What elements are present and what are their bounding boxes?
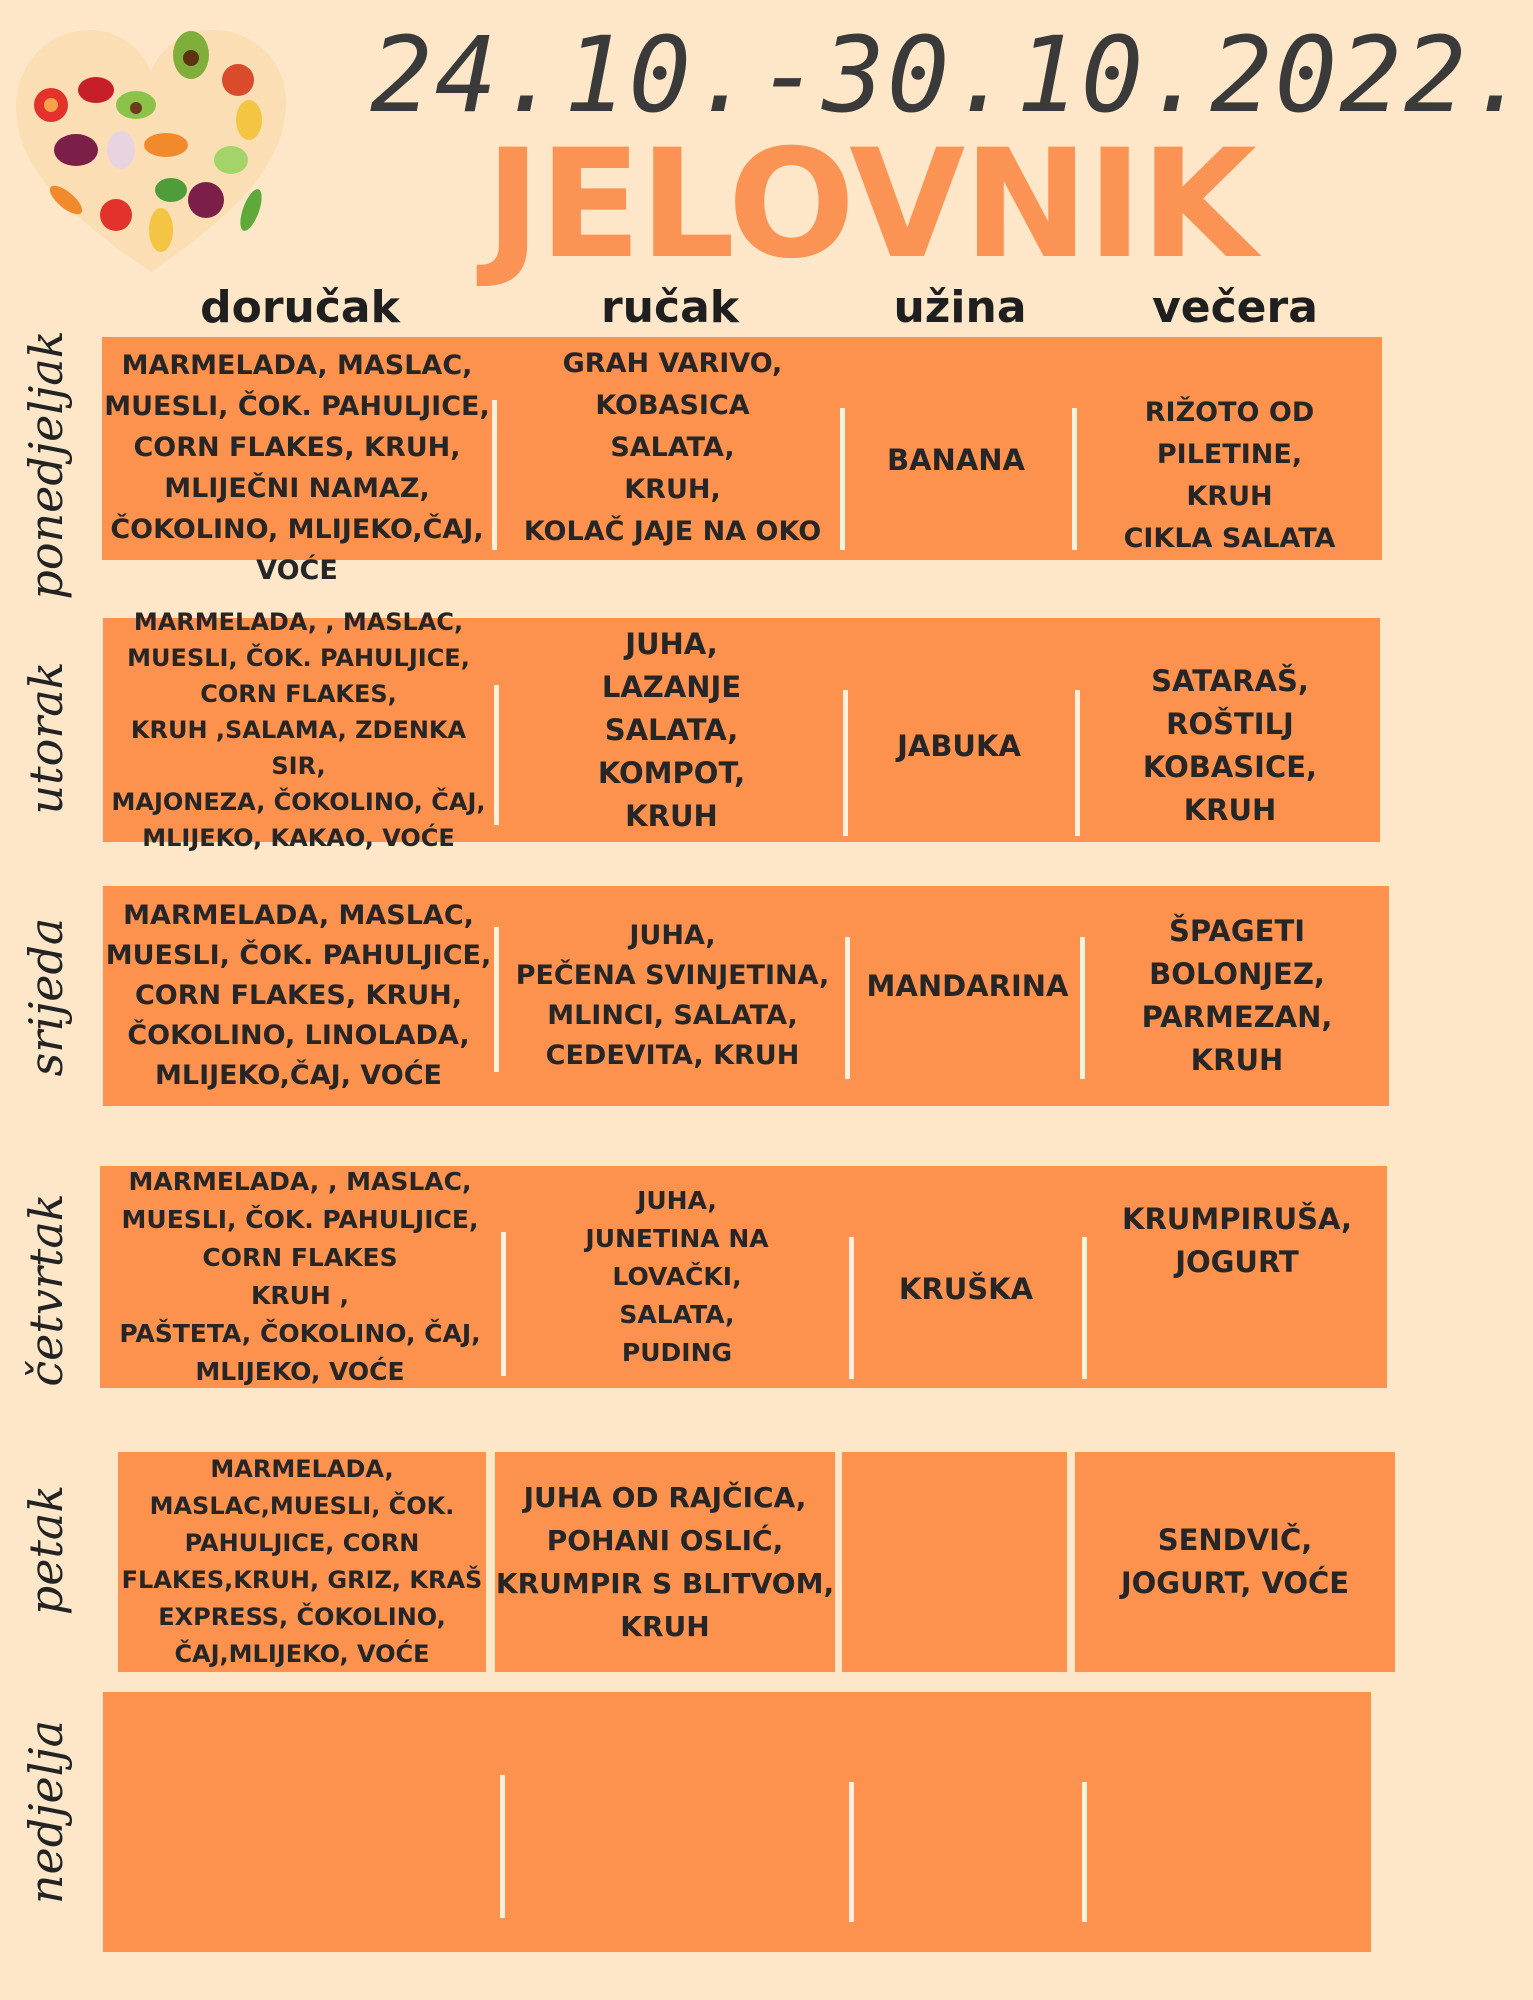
cell-cetvrtak-dorucak: MARMELADA, , MASLAC, MUESLI, ČOK. PAHULJICE, CORN FLAKES KRUH , PAŠTETA, ČOKOLINO, ČAJ, MLIJEKO, VOĆE (119, 1167, 481, 1386)
day-label-utorak: utorak (19, 661, 73, 815)
column-header-uzina: užina (893, 282, 1027, 333)
cell-utorak-vecera: SATARAŠ, ROŠTILJ KOBASICE, KRUH (1142, 664, 1318, 827)
column-header-rucak: ručak (600, 282, 740, 333)
column-divider (494, 927, 499, 1072)
cell-nedjelja-vecera (1087, 1692, 1371, 1952)
cell-srijeda-vecera: ŠPAGETI BOLONJEZ, PARMEZAN, KRUH (1141, 914, 1333, 1077)
cell-utorak-rucak: JUHA, LAZANJE SALATA, KOMPOT, KRUH (597, 626, 746, 833)
day-label-nedjelja: nedjelja (19, 1719, 73, 1905)
column-header-vecera: večera (1152, 282, 1318, 333)
date-range-title: 24.10.-30.10.2022. (370, 14, 1533, 136)
column-header-dorucak: doručak (200, 282, 400, 333)
menu-title: JELOVNIK (485, 118, 1255, 292)
column-divider (492, 400, 497, 550)
cell-srijeda-rucak: JUHA, PEČENA SVINJETINA, MLINCI, SALATA, CEDEVITA, KRUH (515, 920, 830, 1071)
cell-nedjelja-dorucak (103, 1692, 500, 1952)
cell-ponedjeljak-uzina: BANANA (887, 442, 1025, 477)
cell-petak-dorucak: MARMELADA, MASLAC,MUESLI, ČOK. PAHULJICE, CORN FLAKES,KRUH, GRIZ, KRAŠ EXPRESS, ČOKOLINO, ČAJ,MLIJEKO, VOĆE (121, 1455, 483, 1668)
column-divider (501, 1232, 506, 1376)
cell-cetvrtak-uzina: KRUŠKA (898, 1271, 1034, 1306)
day-label-cetvrtak: četvrtak (19, 1193, 73, 1387)
cell-cetvrtak-vecera: KRUMPIRUŠA, JOGURT (1121, 1202, 1353, 1279)
vegetable-heart-illustration (6, 10, 296, 280)
cell-ponedjeljak-dorucak: MARMELADA, MASLAC, MUESLI, ČOK. PAHULJICE, CORN FLAKES, KRUH, MLIJEČNI NAMAZ, ČOKOLINO, MLIJEKO,ČAJ, VOĆE (104, 350, 490, 586)
cell-ponedjeljak-vecera: RIŽOTO OD PILETINE, KRUH CIKLA SALATA (1123, 397, 1336, 554)
cell-utorak-dorucak: MARMELADA, , MASLAC, MUESLI, ČOK. PAHULJICE, CORN FLAKES, KRUH ,SALAMA, ZDENKA SIR, MAJONEZA, ČOKOLINO, ČAJ, MLIJEKO, KAKAO, VOĆE (111, 608, 486, 852)
day-label-petak: petak (19, 1484, 73, 1616)
cell-ponedjeljak-rucak: GRAH VARIVO, KOBASICA SALATA, KRUH, KOLAČ JAJE NA OKO (523, 348, 822, 547)
cell-utorak-uzina: JABUKA (897, 729, 1021, 763)
column-divider (494, 685, 499, 825)
cell-petak-rucak: JUHA OD RAJČICA, POHANI OSLIĆ, KRUMPIR S BLITVOM, KRUH (495, 1481, 835, 1643)
day-label-srijeda: srijeda (19, 917, 73, 1077)
cell-petak-vecera: SENDVIČ, JOGURT, VOĆE (1120, 1523, 1350, 1600)
cell-cetvrtak-rucak: JUHA, JUNETINA NA LOVAČKI, SALATA, PUDING (585, 1186, 769, 1367)
day-label-ponedjeljak: ponedjeljak (19, 330, 73, 600)
cell-petak-uzina (842, 1452, 1067, 1672)
cell-srijeda-dorucak: MARMELADA, MASLAC, MUESLI, ČOK. PAHULJICE, CORN FLAKES, KRUH, ČOKOLINO, LINOLADA, MLIJEKO,ČAJ, VOĆE (105, 900, 492, 1091)
cell-nedjelja-uzina (854, 1692, 1082, 1952)
cell-nedjelja-rucak (505, 1692, 849, 1952)
cell-srijeda-uzina: MANDARINA (866, 969, 1069, 1003)
